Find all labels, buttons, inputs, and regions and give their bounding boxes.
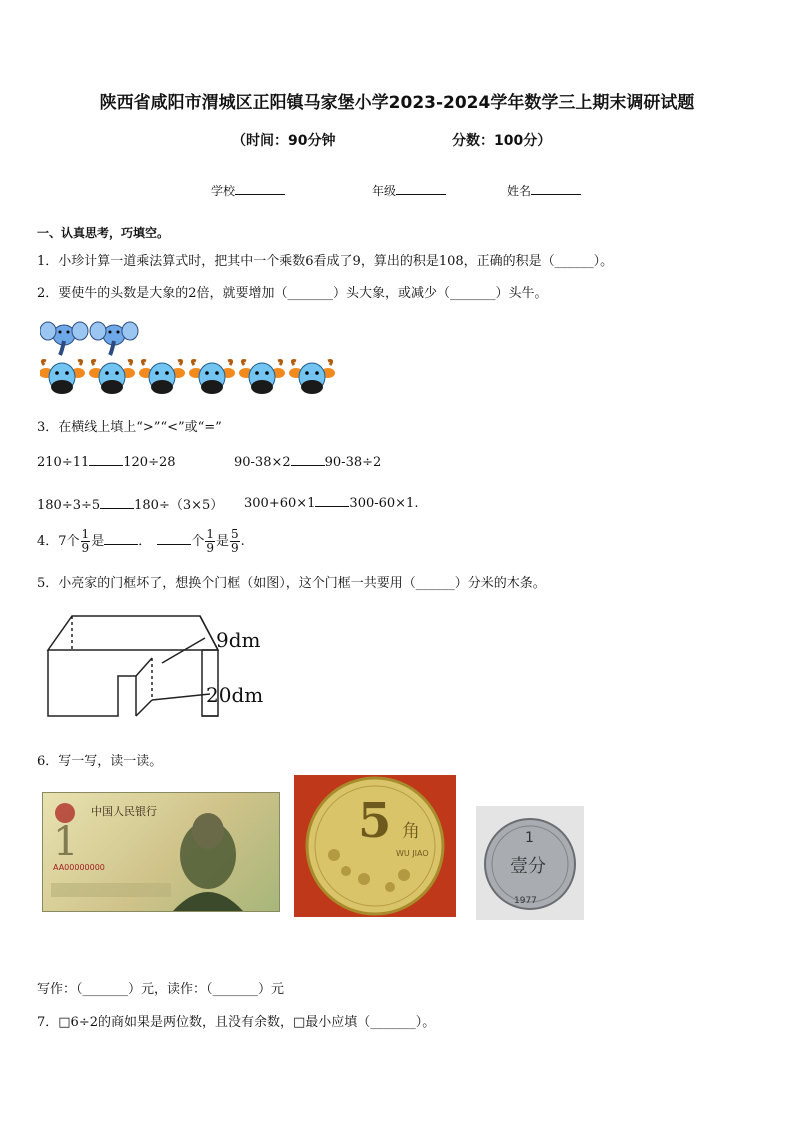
- coin5-pinyin: WU JIAO: [396, 849, 429, 858]
- banknote-serial: AA00000000: [53, 863, 105, 872]
- five-jiao-coin-photo: [294, 775, 456, 917]
- elephant-icon: [90, 322, 138, 355]
- school-field[interactable]: 学校: [211, 182, 285, 199]
- question-7: 7．□6÷2的商如果是两位数，且没有余数，□最小应填（_______）。: [37, 1015, 436, 1030]
- question-3: 3．在横线上填上“>”“<”或“=”: [37, 420, 222, 435]
- question-4: 4．7个 $\frac{1}{9}$ 是 ． 个 $\frac{1}{9}$ 是 $\frac{5}{9}$ .: [37, 527, 245, 555]
- question-6-answer: 写作：（_______）元，读作：（_______）元: [37, 982, 285, 997]
- grade-field[interactable]: 年级: [372, 182, 446, 199]
- label-9dm: 9dm: [216, 628, 261, 652]
- cow-icon: [289, 361, 335, 395]
- q3-row-1-left: 210÷11 120÷28: [37, 455, 176, 470]
- cow-icon: [239, 361, 285, 395]
- animal-illustration: [40, 315, 340, 397]
- cow-icon: [139, 361, 185, 395]
- coin1-unit: 壹分: [510, 856, 546, 877]
- q3-row-2-left: 180÷3÷5 180÷（3×5）: [37, 498, 224, 513]
- banknote-denomination: 1: [53, 819, 79, 865]
- coin1-year: 1977: [514, 896, 537, 906]
- banknote-bank-name: 中国人民银行: [91, 805, 157, 818]
- cow-icon: [189, 361, 235, 395]
- question-2: 2．要使牛的头数是大象的2倍，就要增加（_______）头大象，或减少（_______）头牛。: [37, 286, 548, 301]
- coin1-numeral: 1: [525, 830, 534, 846]
- elephant-icon: [40, 322, 88, 355]
- coin5-unit: 角: [402, 821, 420, 842]
- one-yuan-banknote: [42, 792, 280, 912]
- exam-score: 分数：100分）: [452, 133, 552, 149]
- one-fen-coin-photo: [476, 806, 584, 920]
- section-heading: 一、认真思考，巧填空。: [37, 226, 170, 240]
- question-1: 1．小珍计算一道乘法算式时，把其中一个乘数6看成了9，算出的积是108，正确的积是（______）。: [37, 254, 614, 269]
- question-6: 6．写一写，读一读。: [37, 754, 163, 769]
- question-5: 5．小亮家的门框坏了，想换个门框（如图），这个门框一共要用（______）分米的木条。: [37, 576, 546, 591]
- label-20dm: 20dm: [206, 683, 264, 707]
- cow-icon: [89, 361, 135, 395]
- exam-time: （时间：90分钟: [232, 133, 336, 149]
- name-field[interactable]: 姓名: [507, 182, 581, 199]
- q3-row-2-right: 300+60×1 300-60×1.: [244, 496, 419, 511]
- coin5-numeral: 5: [358, 793, 392, 849]
- q3-row-1-right: 90-38×2 90-38÷2: [234, 455, 382, 470]
- page-title: 陕西省咸阳市渭城区正阳镇马家堡小学2023-2024学年数学三上期末调研试题: [99, 93, 695, 113]
- cow-icon: [40, 361, 85, 395]
